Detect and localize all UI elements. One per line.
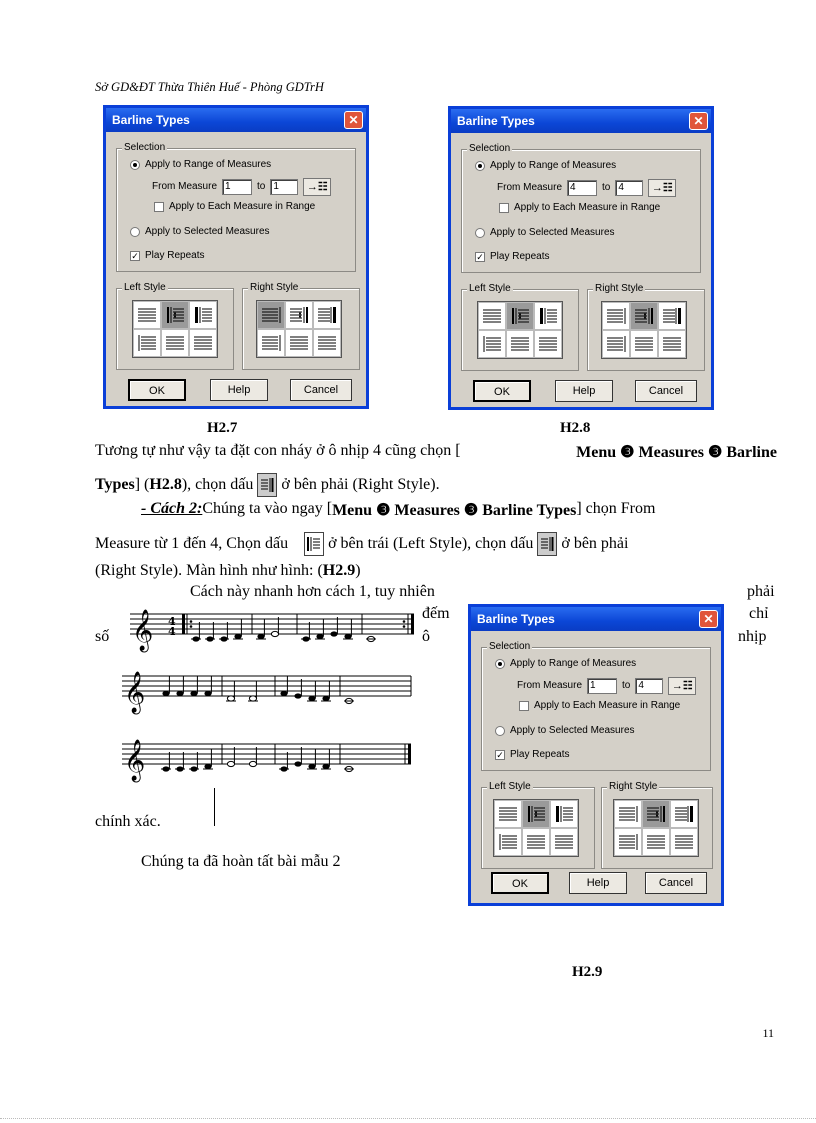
barline-option[interactable] xyxy=(478,330,506,358)
ok-button[interactable]: OK xyxy=(128,379,186,401)
paragraph-line-4: Measure từ 1 đến 4, Chọn dấu ở bên trái (Left Style), chọn dấu ở bên phải xyxy=(95,532,628,556)
to-label: to xyxy=(622,680,631,691)
caption-h28: H2.8 xyxy=(560,420,591,436)
barline-option[interactable] xyxy=(602,302,630,330)
right-style-label: Right Style xyxy=(609,781,658,792)
left-style-grid xyxy=(132,300,218,358)
barline-option[interactable] xyxy=(133,329,161,357)
barline-option[interactable] xyxy=(534,302,562,330)
apply-selected-radio[interactable] xyxy=(495,725,635,737)
cancel-button[interactable]: Cancel xyxy=(635,380,697,402)
from-measure-input[interactable]: 1 xyxy=(587,678,617,694)
dialog-title: Barline Types xyxy=(112,113,190,127)
dialog-title: Barline Types xyxy=(457,114,535,128)
play-repeats-checkbox[interactable] xyxy=(130,250,204,262)
cancel-button[interactable]: Cancel xyxy=(290,379,352,401)
left-style-label: Left Style xyxy=(489,781,531,792)
right-style-grid xyxy=(601,301,687,359)
apply-each-label: Apply to Each Measure in Range xyxy=(169,201,316,212)
close-icon[interactable]: ✕ xyxy=(699,610,718,628)
apply-each-checkbox[interactable] xyxy=(519,700,680,712)
from-measure-row xyxy=(497,179,676,197)
paragraph-line-6: Cách này nhanh hơn cách 1, tuy nhiên xyxy=(190,583,435,600)
barline-option[interactable] xyxy=(257,329,285,357)
apply-selected-radio[interactable] xyxy=(475,227,615,239)
paragraph-word-o: ô xyxy=(422,628,430,645)
check-icon[interactable]: ✓ xyxy=(131,251,139,261)
select-measures-button[interactable]: →☷ xyxy=(668,677,696,695)
barline-option-selected[interactable] xyxy=(630,302,658,330)
left-style-label: Left Style xyxy=(469,283,511,294)
from-measure-input[interactable]: 4 xyxy=(567,180,597,196)
to-label: to xyxy=(257,181,266,192)
selection-label: Selection xyxy=(489,641,531,652)
dialog-titlebar[interactable] xyxy=(471,607,721,631)
radio-icon[interactable] xyxy=(130,160,140,170)
select-measures-button[interactable]: →☷ xyxy=(648,179,676,197)
to-measure-input[interactable]: 4 xyxy=(615,180,643,196)
apply-each-checkbox[interactable] xyxy=(499,202,660,214)
paragraph-word-dem: đếm xyxy=(422,605,450,622)
select-measures-button[interactable]: →☷ xyxy=(303,178,331,196)
barline-option[interactable] xyxy=(189,301,217,329)
from-measure-label: From Measure xyxy=(497,182,563,193)
page-header: Sở GD&ĐT Thừa Thiên Huế - Phòng GDTrH xyxy=(95,80,324,94)
left-style-grid xyxy=(493,799,579,857)
barline-option[interactable] xyxy=(658,302,686,330)
music-staff-3 xyxy=(122,734,417,790)
cursor-line xyxy=(214,788,215,826)
apply-range-label: Apply to Range of Measures xyxy=(490,160,617,171)
help-button[interactable]: Help xyxy=(555,380,613,402)
to-measure-input[interactable]: 4 xyxy=(635,678,663,694)
check-icon[interactable]: ✓ xyxy=(476,252,484,262)
barline-option-selected[interactable] xyxy=(285,301,313,329)
barline-option[interactable] xyxy=(494,800,522,828)
apply-selected-radio[interactable] xyxy=(130,226,270,238)
barline-option[interactable] xyxy=(506,330,534,358)
barline-dialog-3 xyxy=(468,604,724,906)
check-icon[interactable]: ✓ xyxy=(496,750,504,760)
page-bottom-rule xyxy=(0,1118,816,1119)
barline-option[interactable] xyxy=(658,330,686,358)
paragraph-chinh-xac: chính xác. xyxy=(95,813,161,830)
from-measure-input[interactable]: 1 xyxy=(222,179,252,195)
play-repeats-checkbox[interactable] xyxy=(475,251,549,263)
paragraph-line-5: (Right Style). Màn hình như hình: (H2.9) xyxy=(95,562,361,579)
apply-each-checkbox[interactable] xyxy=(154,201,315,213)
barline-option[interactable] xyxy=(133,301,161,329)
barline-option[interactable] xyxy=(630,330,658,358)
from-measure-row xyxy=(517,677,696,695)
close-icon[interactable]: ✕ xyxy=(689,112,708,130)
play-repeats-checkbox[interactable] xyxy=(495,749,569,761)
selection-label: Selection xyxy=(469,143,511,154)
paragraph-hoan-tat: Chúng ta đã hoàn tất bài mẫu 2 xyxy=(141,853,341,870)
paragraph-line-1: Tương tự như vậy ta đặt con nháy ở ô nhịp 4 cũng chọn [ Menu ❸ Measures ❸ Barline xyxy=(95,442,777,461)
dialog-titlebar[interactable] xyxy=(451,109,711,133)
paragraph-word-phai: phải xyxy=(747,583,775,600)
checkbox-icon[interactable] xyxy=(519,701,529,711)
page-number: 11 xyxy=(762,1026,774,1040)
from-measure-label: From Measure xyxy=(152,181,218,192)
help-button[interactable]: Help xyxy=(210,379,268,401)
checkbox-icon[interactable] xyxy=(499,203,509,213)
play-repeats-label: Play Repeats xyxy=(490,251,550,262)
right-style-label: Right Style xyxy=(250,282,299,293)
barline-option-selected[interactable] xyxy=(522,800,550,828)
barline-option[interactable] xyxy=(670,828,698,856)
svg-text:𝄞: 𝄞 xyxy=(124,740,146,781)
barline-option[interactable] xyxy=(522,828,550,856)
radio-icon[interactable] xyxy=(130,227,140,237)
barline-option[interactable] xyxy=(614,800,642,828)
caption-h27: H2.7 xyxy=(207,420,238,436)
barline-option[interactable] xyxy=(534,330,562,358)
barline-dialog-1 xyxy=(103,105,369,409)
left-barline-icon xyxy=(304,532,324,556)
radio-icon[interactable] xyxy=(495,659,505,669)
apply-range-label: Apply to Range of Measures xyxy=(510,658,637,669)
paragraph-word-so: số xyxy=(95,628,110,645)
apply-each-label: Apply to Each Measure in Range xyxy=(514,202,661,213)
right-barline-icon-2 xyxy=(537,532,557,556)
radio-icon[interactable] xyxy=(475,228,485,238)
music-staff-1 xyxy=(130,604,420,660)
left-style-label: Left Style xyxy=(124,282,166,293)
play-repeats-label: Play Repeats xyxy=(510,749,570,760)
barline-option[interactable] xyxy=(161,329,189,357)
barline-option-selected[interactable] xyxy=(642,800,670,828)
barline-option[interactable] xyxy=(313,329,341,357)
apply-selected-label: Apply to Selected Measures xyxy=(510,725,635,736)
dialog-titlebar[interactable] xyxy=(106,108,366,132)
close-icon[interactable]: ✕ xyxy=(344,111,363,129)
ok-button[interactable]: OK xyxy=(473,380,531,402)
radio-icon[interactable] xyxy=(495,726,505,736)
dialog-title: Barline Types xyxy=(477,612,555,626)
barline-dialog-2 xyxy=(448,106,714,410)
barline-option-selected[interactable] xyxy=(161,301,189,329)
cancel-button[interactable]: Cancel xyxy=(645,872,707,894)
from-measure-row xyxy=(152,178,331,196)
barline-option[interactable] xyxy=(189,329,217,357)
paragraph-line-2: Types] (H2.8), chọn dấu ở bên phải (Right Style). xyxy=(95,473,440,497)
right-barline-icon xyxy=(257,473,277,497)
left-style-grid xyxy=(477,301,563,359)
checkbox-icon[interactable] xyxy=(154,202,164,212)
selection-label: Selection xyxy=(124,142,166,153)
apply-selected-label: Apply to Selected Measures xyxy=(490,227,615,238)
barline-option[interactable] xyxy=(257,301,285,329)
svg-text:𝄞: 𝄞 xyxy=(124,672,146,713)
to-label: to xyxy=(602,182,611,193)
barline-option[interactable] xyxy=(285,329,313,357)
svg-text:4: 4 xyxy=(168,615,176,628)
barline-option-selected[interactable] xyxy=(506,302,534,330)
barline-option[interactable] xyxy=(550,800,578,828)
from-measure-label: From Measure xyxy=(517,680,583,691)
play-repeats-label: Play Repeats xyxy=(145,250,205,261)
barline-option[interactable] xyxy=(494,828,522,856)
svg-text:𝄞: 𝄞 xyxy=(132,610,154,651)
apply-range-label: Apply to Range of Measures xyxy=(145,159,272,170)
radio-icon[interactable] xyxy=(475,161,485,171)
barline-option[interactable] xyxy=(670,800,698,828)
apply-selected-label: Apply to Selected Measures xyxy=(145,226,270,237)
to-measure-input[interactable]: 1 xyxy=(270,179,298,195)
right-style-grid xyxy=(256,300,342,358)
apply-range-radio[interactable] xyxy=(130,159,271,171)
right-style-label: Right Style xyxy=(595,283,644,294)
right-style-grid xyxy=(613,799,699,857)
paragraph-word-chi: chỉ xyxy=(749,605,769,622)
barline-option[interactable] xyxy=(642,828,670,856)
help-button[interactable]: Help xyxy=(569,872,627,894)
barline-option[interactable] xyxy=(478,302,506,330)
apply-each-label: Apply to Each Measure in Range xyxy=(534,700,681,711)
paragraph-line-3: - Cách 2: Chúng ta vào ngay [ Menu ❸ Measures ❸ Barline Types ] chọn From xyxy=(141,500,656,519)
barline-option[interactable] xyxy=(614,828,642,856)
caption-h29: H2.9 xyxy=(572,964,603,980)
apply-range-radio[interactable] xyxy=(475,160,616,172)
barline-option[interactable] xyxy=(602,330,630,358)
svg-text:4: 4 xyxy=(168,625,176,638)
paragraph-word-nhip: nhịp xyxy=(738,628,767,645)
music-staff-2 xyxy=(122,666,417,722)
apply-range-radio[interactable] xyxy=(495,658,636,670)
ok-button[interactable]: OK xyxy=(491,872,549,894)
barline-option[interactable] xyxy=(550,828,578,856)
barline-option[interactable] xyxy=(313,301,341,329)
